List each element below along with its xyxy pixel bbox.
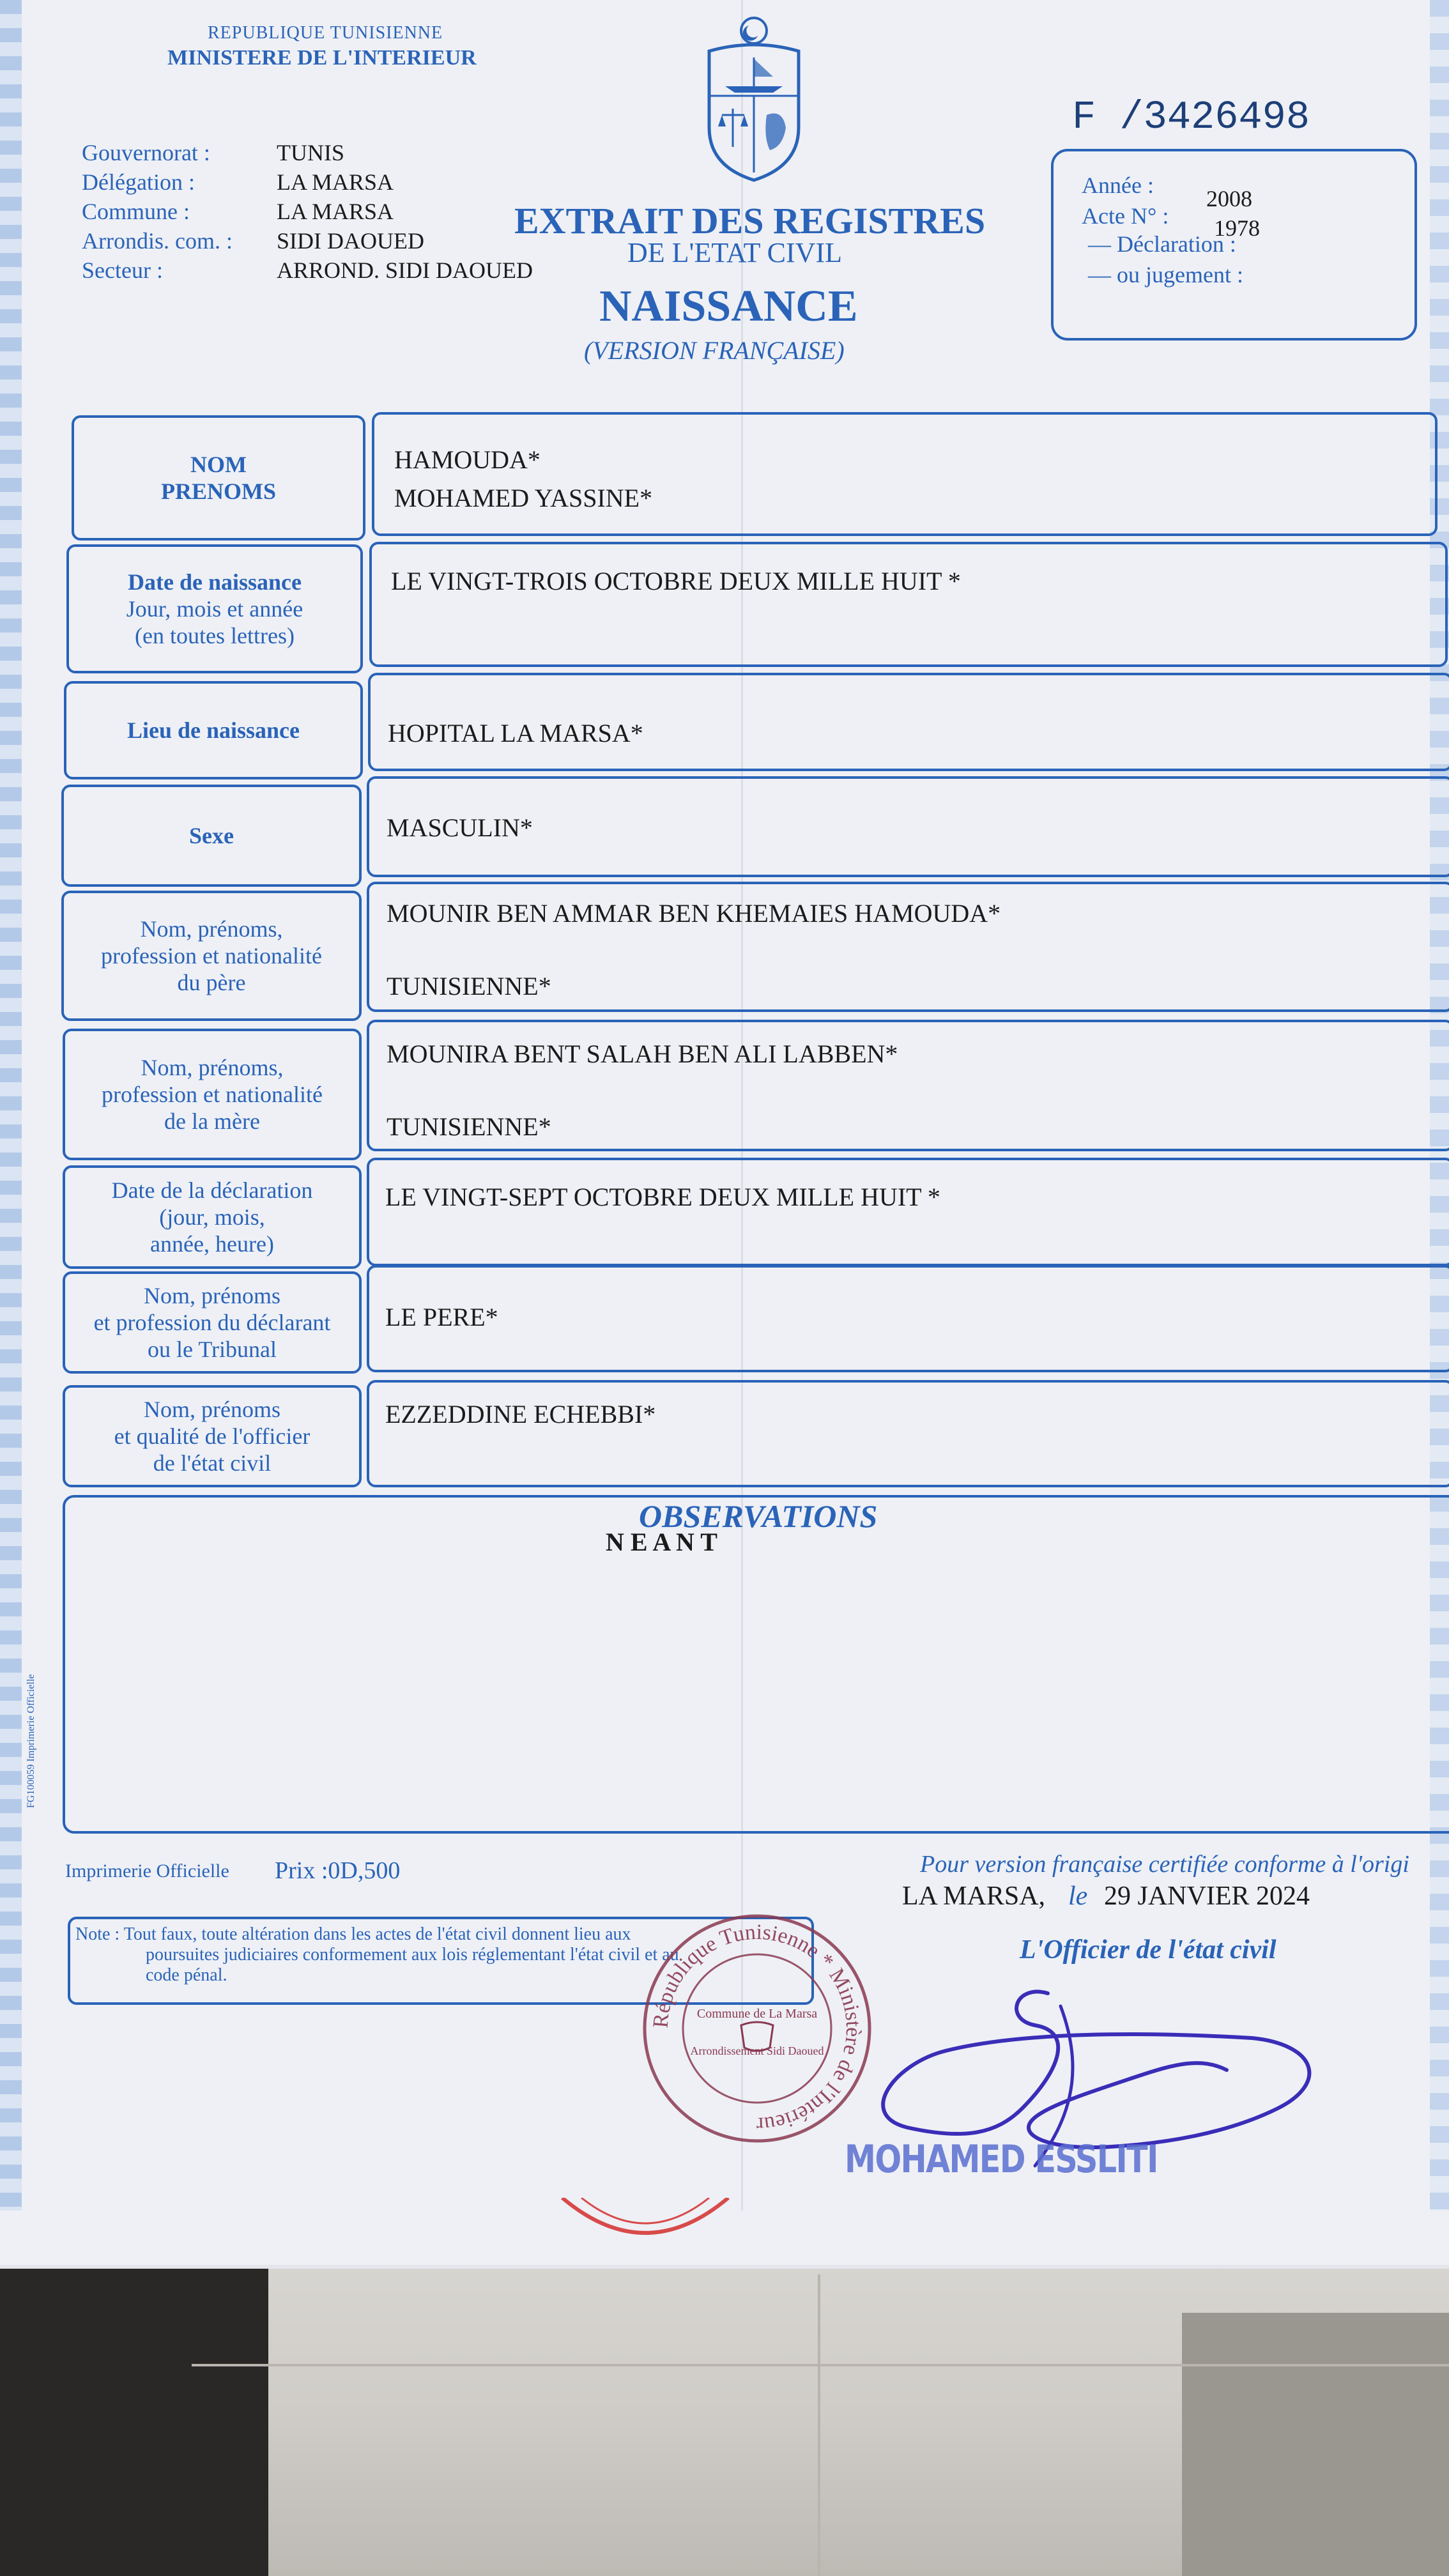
tile-line xyxy=(192,2364,1449,2366)
declarant-value: LE PERE* xyxy=(385,1303,498,1331)
admin-value: TUNIS xyxy=(277,140,344,165)
republic-label: REPUBLIQUE TUNISIENNE xyxy=(208,23,443,43)
row-label-text: Jour, mois et année (en toutes lettres) xyxy=(126,596,303,648)
row-label-sexe xyxy=(61,785,362,887)
pere-nom-value: MOUNIR BEN AMMAR BEN KHEMAIES HAMOUDA* xyxy=(387,899,1001,928)
certified-text: Pour version française certifiée conforme à l'origi xyxy=(920,1851,1409,1878)
decorative-border-left xyxy=(0,0,22,2211)
admin-value: LA MARSA xyxy=(277,169,394,195)
admin-row xyxy=(82,256,533,285)
row-value-box xyxy=(369,542,1448,667)
date-declaration-value: LE VINGT-SEPT OCTOBRE DEUX MILLE HUIT * xyxy=(385,1183,940,1211)
row-label-text: Date de la déclaration (jour, mois, année, heure) xyxy=(111,1177,313,1257)
admin-value: SIDI DAOUED xyxy=(277,228,424,254)
row-value-box xyxy=(367,1380,1449,1487)
annee-label: Année : xyxy=(1082,172,1154,198)
admin-row xyxy=(82,138,533,167)
nom-value: HAMOUDA* xyxy=(394,445,540,474)
ministry-label: MINISTERE DE L'INTERIEUR xyxy=(167,46,477,70)
row-label-text: Nom, prénoms, profession et nationalité de la mère xyxy=(102,1055,323,1134)
admin-info xyxy=(82,138,533,285)
title-extrait: EXTRAIT DES REGISTRES xyxy=(514,200,986,241)
row-label-mere xyxy=(63,1029,362,1160)
title-naissance: NAISSANCE xyxy=(599,282,858,331)
row-label-text: Nom, prénoms, profession et nationalité du père xyxy=(101,916,322,995)
observations-title: OBSERVATIONS xyxy=(639,1498,878,1534)
floor-shadow-right xyxy=(1182,2313,1449,2576)
row-label-pere xyxy=(61,891,362,1021)
acte-number-label: Acte N° : xyxy=(1082,203,1169,229)
admin-label: Commune : xyxy=(82,199,190,224)
admin-label: Délégation : xyxy=(82,169,195,195)
floor-shadow-left xyxy=(0,2262,268,2576)
printer-label: Imprimerie Officielle xyxy=(65,1860,229,1882)
place-value: LA MARSA, xyxy=(902,1882,1046,1911)
stamp-outer-text: République Tunisienne * Ministère de l'Intérieur xyxy=(648,1920,866,2137)
admin-row xyxy=(82,226,533,256)
officier-value: EZZEDDINE ECHEBBI* xyxy=(385,1400,656,1429)
admin-label: Gouvernorat : xyxy=(82,140,210,165)
title-etat-civil: DE L'ETAT CIVIL xyxy=(627,237,842,268)
lieu-naissance-value: HOPITAL LA MARSA* xyxy=(388,719,643,747)
observations-value: N E A N T xyxy=(606,1528,717,1556)
note-line-2: poursuites judiciaires conformement aux lois réglementant l'état civil et au xyxy=(146,1945,679,1965)
le-label: le xyxy=(1068,1882,1088,1911)
official-stamp-icon xyxy=(639,1910,875,2147)
date-naissance-value: LE VINGT-TROIS OCTOBRE DEUX MILLE HUIT * xyxy=(391,567,961,595)
row-label-text: NOM PRENOMS xyxy=(161,452,276,504)
red-stamp-icon xyxy=(556,2198,735,2242)
jugement-label: — ou jugement : xyxy=(1088,262,1243,288)
row-label-text: Lieu de naissance xyxy=(126,717,300,743)
serial-number: F /3426498 xyxy=(1072,95,1310,140)
observations-box xyxy=(63,1495,1449,1834)
sexe-value: MASCULIN* xyxy=(387,813,533,842)
pere-nationalite-value: TUNISIENNE* xyxy=(387,972,551,1000)
row-label-text: Sexe xyxy=(189,823,234,848)
admin-value: ARROND. SIDI DAOUED xyxy=(277,257,533,283)
row-label-nom-prenoms xyxy=(72,415,365,540)
mere-nationalite-value: TUNISIENNE* xyxy=(387,1112,551,1141)
admin-row xyxy=(82,197,533,226)
row-label-text: Nom, prénoms et profession du déclarant ou le Tribunal xyxy=(93,1283,331,1362)
declaration-label: — Déclaration : xyxy=(1088,231,1236,257)
admin-label: Secteur : xyxy=(82,257,163,283)
stamp-inner-text: Commune de La Marsa xyxy=(696,2007,818,2021)
mere-nom-value: MOUNIRA BENT SALAH BEN ALI LABBEN* xyxy=(387,1039,898,1068)
row-label-date-naissance xyxy=(66,544,363,673)
row-label-date-declaration xyxy=(63,1165,362,1269)
tile-line xyxy=(818,2274,820,2576)
title-version: (VERSION FRANÇAISE) xyxy=(584,336,845,365)
note-line-1: Note : Tout faux, toute altération dans les actes de l'état civil donnent lieu aux xyxy=(75,1924,631,1944)
row-value-box xyxy=(367,1265,1449,1372)
officer-title: L'Officier de l'état civil xyxy=(1020,1935,1276,1965)
row-label-officier xyxy=(63,1385,362,1487)
row-value-box xyxy=(367,1158,1449,1266)
admin-label: Arrondis. com. : xyxy=(82,228,233,254)
officer-name-stamp: MOHAMED ESSLITI xyxy=(845,2137,1158,2182)
annee-value: 2008 xyxy=(1206,186,1252,211)
admin-value: LA MARSA xyxy=(277,199,394,224)
svg-text:République Tunisienne * Minist xyxy=(649,1920,866,2136)
tunisia-coat-of-arms-icon xyxy=(690,13,818,185)
printer-code: FG100059 Imprimerie Officielle xyxy=(26,1674,36,1808)
row-label-declarant xyxy=(63,1271,362,1374)
prenoms-value: MOHAMED YASSINE* xyxy=(394,484,653,512)
row-label-text: Nom, prénoms et qualité de l'officier de l'état civil xyxy=(114,1397,310,1476)
price-label: Prix :0D,500 xyxy=(275,1857,401,1884)
acte-number-value: 1978 xyxy=(1214,215,1260,241)
date-value: 29 JANVIER 2024 xyxy=(1104,1882,1310,1911)
row-label-lieu-naissance xyxy=(64,681,363,779)
admin-row xyxy=(82,167,533,197)
stamp-inner-text-2: Arrondissement Sidi Daoued xyxy=(690,2044,824,2057)
note-line-3: code pénal. xyxy=(146,1965,227,1985)
row-label-title: Date de naissance xyxy=(128,569,302,595)
